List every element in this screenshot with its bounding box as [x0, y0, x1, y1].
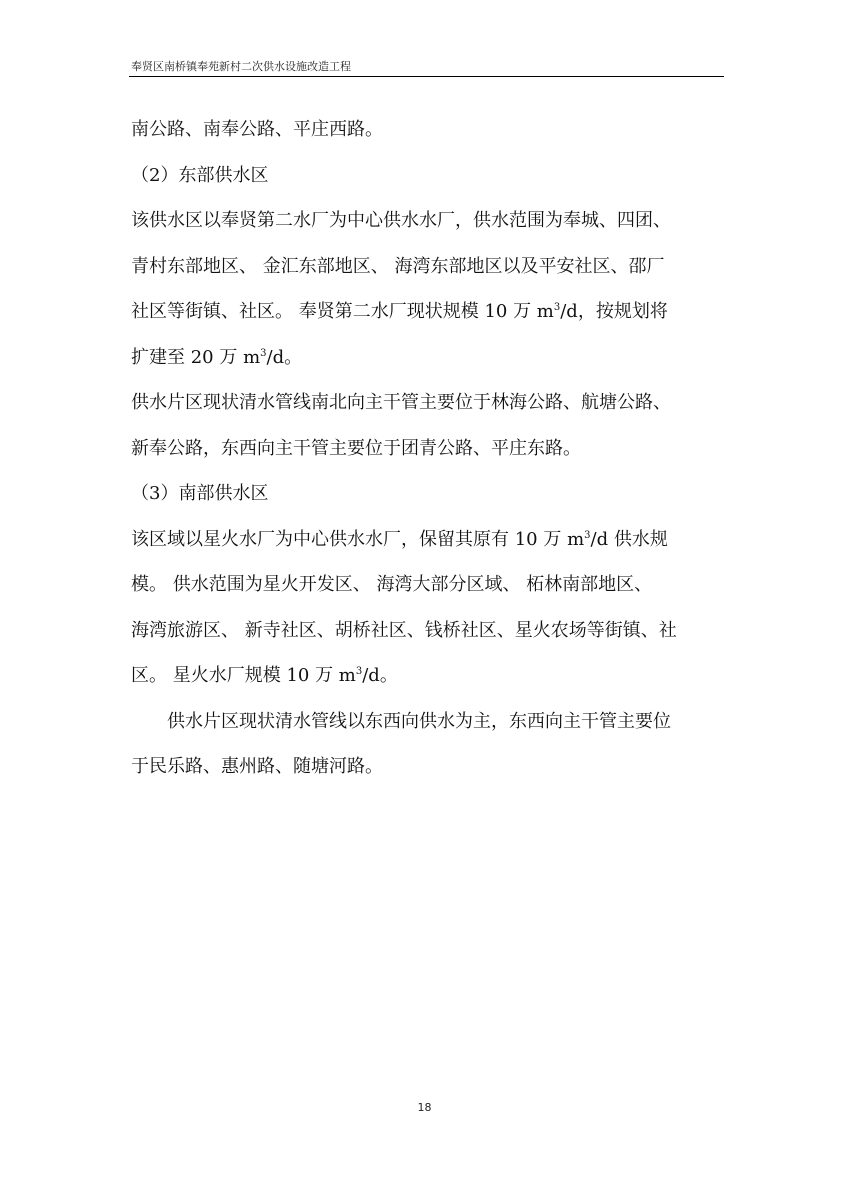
superscript: 3 — [355, 666, 363, 677]
page-number: 18 — [417, 1101, 432, 1114]
paragraph-line: 于民乐路、惠州路、随塘河路。 — [131, 756, 383, 777]
document-body — [131, 107, 723, 790]
paragraph-line — [131, 653, 723, 699]
text-run: 扩建至 20 万 m — [131, 346, 261, 368]
paragraph-line: 海湾旅游区、 新寺社区、胡桥社区、钱桥社区、星火农场等街镇、社 — [131, 619, 677, 641]
section-heading-south: （3）南部供水区 — [131, 483, 269, 504]
paragraph-line: 供水片区现状清水管线南北向主干管主要位于林海公路、航塘公路、 — [131, 392, 671, 413]
text-run: 该区域以星火水厂为中心供水水厂，保留其原有 10 万 m — [131, 528, 585, 550]
paragraph-line — [131, 289, 723, 335]
header-divider — [129, 76, 724, 77]
superscript: 3 — [584, 529, 591, 541]
text-run: 区。 星火水厂规模 10 万 m — [131, 665, 356, 686]
paragraph-line: 南公路、南奉公路、平庄西路。 — [131, 119, 383, 140]
running-header: 奉贤区南桥镇奉苑新村二次供水设施改造工程 — [131, 60, 351, 73]
text-run: /d。 — [362, 665, 398, 686]
paragraph-line: 供水片区现状清水管线以东西向供水为主，东西向主干管主要位 — [131, 710, 671, 732]
paragraph-line — [131, 335, 723, 381]
paragraph-line — [131, 198, 723, 244]
text-run: 该供水区以奉贤第二水厂为中心供水水厂，供水范围为奉城、四团、 — [131, 210, 671, 231]
text-run: /d，按规划将 — [560, 301, 668, 322]
text-run: /d 供水规 — [590, 528, 668, 550]
superscript: 3 — [260, 347, 267, 359]
text-run: 青村东部地区、 金汇东部地区、 海湾东部地区以及平安社区、邵厂 — [131, 255, 665, 277]
superscript: 3 — [553, 302, 561, 313]
paragraph-line: 新奉公路，东西向主干管主要位于团青公路、平庄东路。 — [131, 437, 581, 459]
text-run: /d。 — [266, 346, 303, 368]
text-run: 社区等街镇、社区。 奉贤第二水厂现状规模 10 万 m — [131, 301, 554, 322]
paragraph-line — [131, 517, 723, 563]
paragraph-line — [131, 244, 723, 290]
paragraph-line: 模。 供水范围为星火开发区、 海湾大部分区域、 柘林南部地区、 — [131, 574, 653, 595]
section-heading-east: （2）东部供水区 — [131, 164, 269, 186]
